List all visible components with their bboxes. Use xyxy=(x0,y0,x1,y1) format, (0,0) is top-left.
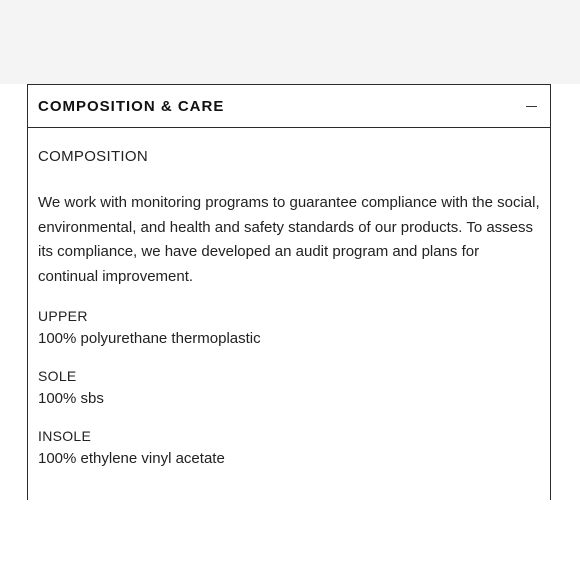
composition-care-panel xyxy=(27,84,551,504)
part-value: 100% polyurethane thermoplastic xyxy=(38,330,261,347)
composition-part-insole xyxy=(38,427,540,469)
part-label: SOLE xyxy=(38,368,77,384)
page-background-top xyxy=(0,0,580,84)
part-value: 100% ethylene vinyl acetate xyxy=(38,450,225,467)
page-background-bottom xyxy=(0,500,580,580)
accordion-title: COMPOSITION & CARE xyxy=(38,97,225,115)
part-value: 100% sbs xyxy=(38,390,104,407)
intro-text: We work with monitoring programs to guarantee compliance with the social, environmental, and health and safety standards of our products. To assess its compliance, we have developed an audit program and plans for continual improvement. xyxy=(38,194,540,285)
part-label: UPPER xyxy=(38,308,88,324)
composition-part-sole xyxy=(38,367,540,409)
composition-part-upper xyxy=(38,307,540,349)
minus-icon[interactable] xyxy=(526,106,537,107)
part-label: INSOLE xyxy=(38,428,92,444)
section-title: COMPOSITION xyxy=(38,148,148,165)
accordion-body xyxy=(28,148,550,469)
accordion-header[interactable] xyxy=(28,85,550,128)
